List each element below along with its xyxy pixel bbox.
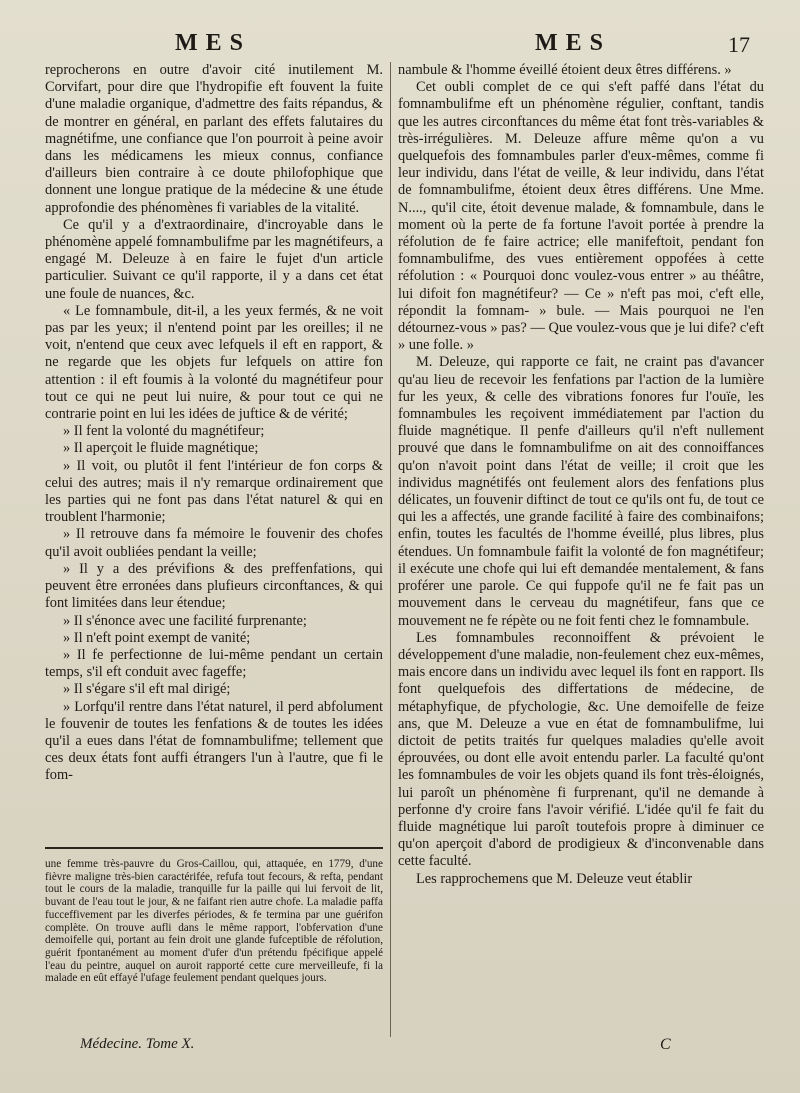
paragraph: Les rapprochemens que M. Deleuze veut établir [416,870,693,887]
right-column [398,62,764,888]
running-head [0,30,800,60]
paragraph: Ce qu'il y a d'extraordinaire, d'incroyable dans le phénomène appelé fomnambulifme par les magnétifeurs, a engagé M. Deleuze à en faire le fujet d'un article particulier. Suivant ce qu'il rapporte, il y a dans cet état une foule de nuances, &c. [45,216,383,302]
running-title-right: MES [535,30,612,56]
paragraph: nambule & l'homme éveillé étoient deux êtres différens. » [398,62,732,78]
paragraph: M. Deleuze, qui rapporte ce fait, ne craint pas d'avancer qu'au lieu de recevoir les fenfations par l'action de la lumière fur les yeux, & celle des vibrations fonores fur l'ouïe, les fomnambules les reçoivent immédiatement par l'action du fluide magnétique. Il penfe d'ailleurs qu'il n'eft nullement prouvé que dans le fomnambulifme on ait des connoiffances qu'on n'avoit point dans l'état de veille; il croit que les individus magnétifés ont feulement alors des fenfations plus délicates, un fouvenir diftinct de tout ce qu'ils ont fu, de tout ce qui les a affectés, une grande facilité à faire des combinaifons; enfin, toutes les facultés de l'homme éveillé, plus libres, plus étendues. Un fomnambule faifit la volonté de fon magnétifeur; il exécute une chofe qui lui eft demandée mentalement, & fans proférer une parole. Ce qui fuppofe qu'il ne fe fait pas un mouvement dans le cerveau du magnétifeur, fans que ce mouvement ne fe répète ou ne foit fenti chez le fomnambule. [398,354,764,629]
quote-line: » Lorfqu'il rentre dans l'état naturel, il perd abfolument le fouvenir de toutes les fenfations & de toutes les idées qu'il a eues dans l'état de fomnambulifme; tellement que ces deux états font auffi étrangers l'un à l'autre, que fi le fom- [45,698,383,784]
quote-line: » Il aperçoit le fluide magnétique; [63,440,259,457]
page-number: 17 [728,32,750,57]
quote-line: » Il fent la volonté du magnétifeur; [63,423,265,440]
quote-line: » Il s'égare s'il eft mal dirigé; [63,681,231,698]
quote-paragraph: « Le fomnambule, dit-il, a les yeux fermés, & ne voit pas par les yeux; il n'entend point par les oreilles; il ne voit, n'entend que ceux avec lefquels il eft en rapport, & ne regarde que les objets fur lefquels on attire fon attention : il eft foumis à la volonté du magnétifeur pour tout ce qui ne peut lui nuire, & pour tout ce qui ne contrarie point en lui les idées de juftice & de vérité; [45,302,383,423]
running-title-left: MES [175,30,252,56]
gathering-signature: C [660,1036,671,1053]
quote-line: » Il n'eft point exempt de vanité; [63,629,251,646]
quote-line: » Il s'énonce avec une facilité furprenante; [63,612,307,629]
left-column [45,62,383,785]
paragraph: reprocherons en outre d'avoir cité inutilement M. Corvifart, pour dire que l'hydropifie eft fouvent la fuite d'une maladie organique, d'admettre des faits répandus, & de montrer en général, en parlant des effets falutaires du magnétifme, une confiance que l'on pourroit à peine avoir dans les médicamens les mieux connus, confiance d'ailleurs bien contraire à ce doute philofophique que donnent une longue pratique de la médecine & une étude approfondie des phénomènes fi variables de la vitalité. [45,62,383,216]
quote-line: » Il fe perfectionne de lui-même pendant un certain temps, s'il eft conduit avec fageffe; [45,646,383,681]
signature-mark: Médecine. Tome X. [80,1036,195,1052]
quote-line: » Il voit, ou plutôt il fent l'intérieur de fon corps & celui des autres; mais il n'y remarque ordinairement que les parties qui ne font pas dans l'état naturel & qui en troublent l'harmonie; [45,457,383,526]
footnote-divider [45,847,383,849]
quote-line: » Il retrouve dans fa mémoire le fouvenir des chofes qu'il avoit oubliées pendant la veille; [45,526,383,560]
paragraph: Les fomnambules reconnoiffent & prévoient le développement d'une maladie, non-feulement chez eux-mêmes, mais encore dans un individu avec lequel ils font en rapport. Ils font quelquefois des differtations de médecine, de métaphyfique, de pfychologie, &c. Une demoifelle de feize ans, que M. Deleuze a vue en état de fomnambulifme, lui dictoit de petits traités fur quelques maladies qu'elle avoit éprouvées, ou dont elle avoit entendu parler. La faculté qu'ont les fomnambules de voir les objets quand ils font très-éloignés, lui paroît un phénomène fi furprenant, qu'il ne demande à perfonne d'y croire fans l'avoir vérifié. L'idée qu'il fe fait du fluide magnétique lui paroît toutefois propre à diminuer ce qu'on aperçoit d'abord de prodigieux & d'inconvenable dans cette faculté. [398,629,764,870]
column-rule [390,62,391,1037]
footnote: une femme très-pauvre du Gros-Caillou, qui, attaquée, en 1779, d'une fièvre maligne très-bien caractérifée, refufa tout fecours, & refta, pendant tout le cours de la maladie, tranquille fur la paille qui lui fervoit de lit, buvant de l'eau tout le jour, & ne faifant rien autre chofe. La maladie paffa fucceffivement par les diverfes périodes, & fe termina par une guérifon complète. On trouve aufli dans le même rapport, l'obfervation d'une demoifelle qui, portant au fein droit une glande fufceptible de réfolution, guérit fpontanément au moment d'ufer d'un prétendu fpécifique appelé l'eau du peintre, auquel on auroit rapporté cette cure merveilleufe, fi la malade en eût effayé l'ufage feulement pendant quelques jours. [45,858,383,985]
paragraph: Cet oubli complet de ce qui s'eft paffé dans l'état du fomnambulifme eft un phénomène régulier, conftant, tandis que les autres circonftances du même état font très-variables & très-irrégulières. M. Deleuze affure même qu'on a vu quelquefois des fomnambules parler d'eux-mêmes, comme fi leur individu, dans l'état de veille, & leur individu, dans l'état de fomnambulifme, étoient deux êtres différens. Une Mme. N...., qu'il cite, étoit devenue malade, & fomnambule, dans le moment où la perte de fa fortune l'avoit portée à prendre la réfolution de fe faire actrice; elle manifeftoit, pendant fon fomnambulifme, des vues entièrement oppofées à cette réfolution : « Pourquoi donc voulez-vous entrer » au théâtre, lui difoit fon magnétifeur? — Ce » n'eft pas moi, c'eft elle, répondit la fomnam- » bule. — Mais pourquoi ne l'en détournez-vous » pas? — Que voulez-vous que je lui dife? c'eft » une folle. » [398,79,764,354]
quote-line: » Il y a des prévifions & des preffenfations, qui peuvent être erronées dans plufieurs circonftances, & qui font limitées dans leur étendue; [45,560,383,612]
